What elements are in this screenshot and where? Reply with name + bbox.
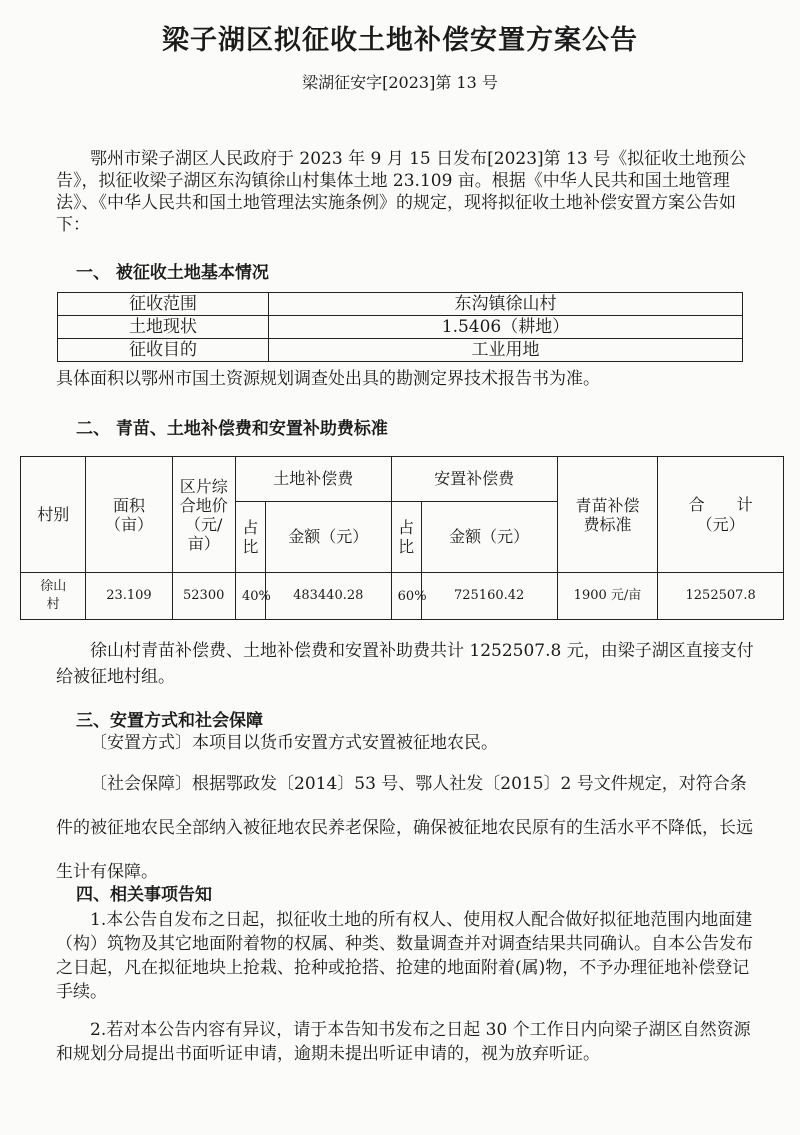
section2-summary: 徐山村青苗补偿费、土地补偿费和安置补助费共计 1252507.8 元，由梁子湖区直接支付给被征地村组。 <box>56 641 754 687</box>
table-row <box>58 316 743 339</box>
section1-heading: 一、 被征收土地基本情况 <box>76 263 269 283</box>
header-resettle-amount: 金额（元） <box>421 502 557 573</box>
cell-price: 52300 <box>172 573 235 620</box>
section4-heading: 四、相关事项告知 <box>76 885 212 905</box>
section3-paragraph1: 〔安置方式〕本项目以货币安置方式安置被征地农民。 <box>90 733 498 753</box>
document-number: 梁湖征安字[2023]第 13 号 <box>302 73 498 92</box>
header-area: 面积（亩） <box>86 457 172 573</box>
cell-resettle-ratio: 60% <box>391 573 421 620</box>
header-resettle: 安置补偿费 <box>391 457 557 502</box>
intro-paragraph: 鄂州市梁子湖区人民政府于 2023 年 9 月 15 日发布[2023]第 13 号《拟征收土地预公告》，拟征收梁子湖区东沟镇徐山村集体土地 23.109 亩。根据《中华人民共和国土地管理法》、《中华人民共和国土地管理法实施条例》的规定，现将拟征收土地补偿安置方案公告如下： <box>56 149 747 235</box>
page-title: 梁子湖区拟征收土地补偿安置方案公告 <box>162 25 638 56</box>
table-row <box>58 293 743 316</box>
cell-land-amount: 483440.28 <box>265 573 391 620</box>
compensation-table <box>20 456 784 620</box>
cell-resettle-amount: 725160.42 <box>421 573 557 620</box>
row-value: 工业用地 <box>269 339 743 362</box>
section3-paragraph2: 〔社会保障〕根据鄂政发〔2014〕53 号、鄂人社发〔2015〕2 号文件规定，对符合条件的被征地农民全部纳入被征地农民养老保险，确保被征地农民原有的生活水平不降低，长远生计有保障。 <box>56 774 753 882</box>
row-label: 征收目的 <box>58 339 269 362</box>
row-value: 1.5406（耕地） <box>269 316 743 339</box>
cell-crop: 1900 元/亩 <box>557 573 658 620</box>
table-row <box>21 573 784 620</box>
header-total: 合 计（元） <box>658 457 784 573</box>
cell-area: 23.109 <box>86 573 172 620</box>
section4-paragraph2: 2.若对本公告内容有异议，请于本告知书发布之日起 30 个工作日内向梁子湖区自然资源和规划分局提出书面听证申请，逾期未提出听证申请的，视为放弃听证。 <box>56 1020 751 1064</box>
header-land-comp: 土地补偿费 <box>235 457 391 502</box>
cell-total: 1252507.8 <box>658 573 784 620</box>
header-price: 区片综合地价（元/亩） <box>172 457 235 573</box>
row-label: 土地现状 <box>58 316 269 339</box>
cell-land-ratio: 40% <box>235 573 265 620</box>
table-row <box>58 339 743 362</box>
land-info-table <box>57 292 743 362</box>
section4-paragraph1: 1.本公告自发布之日起，拟征收土地的所有权人、使用权人配合做好拟征地范围内地面建（构）筑物及其它地面附着物的权属、种类、数量调查并对调查结果共同确认。自本公告发布之日起，凡在拟征地块上抢栽、抢种或抢搭、抢建的地面附着(属)物，不予办理征地补偿登记手续。 <box>56 910 753 1002</box>
header-land-amount: 金额（元） <box>265 502 391 573</box>
cell-village: 徐山村 <box>21 573 86 620</box>
header-crop: 青苗补偿费标准 <box>557 457 658 573</box>
header-village: 村别 <box>21 457 86 573</box>
row-label: 征收范围 <box>58 293 269 316</box>
section2-heading: 二、 青苗、土地补偿费和安置补助费标准 <box>76 419 388 439</box>
header-land-ratio: 占比 <box>235 502 265 573</box>
row-value: 东沟镇徐山村 <box>269 293 743 316</box>
header-resettle-ratio: 占比 <box>391 502 421 573</box>
section3-heading: 三、安置方式和社会保障 <box>76 711 263 731</box>
section1-note: 具体面积以鄂州市国土资源规划调查处出具的勘测定界技术报告书为准。 <box>56 369 600 389</box>
